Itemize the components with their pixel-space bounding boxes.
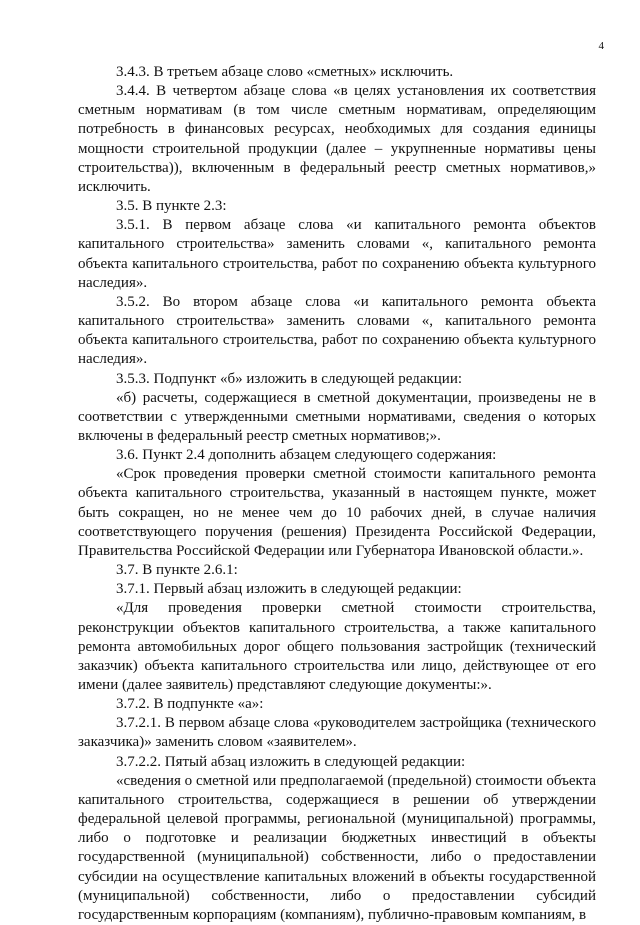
- paragraph-3-7: 3.7. В пункте 2.6.1:: [116, 562, 238, 579]
- document-body: [78, 63, 596, 925]
- paragraph-3-7-2-2: 3.7.2.2. Пятый абзац изложить в следующей редакции:: [116, 753, 466, 770]
- paragraph-3-4-4: 3.4.4. В четвертом абзаце слова «в целях установления их соответствия сметным нормативам (в том числе сметным нормативам, определяющим потребность в финансовых ресурсах, необходимых для создания единицы мощности строительной продукции (далее – укрупненные нормативы цены строительства)), включенным в федеральный реестр сметных нормативов,» исключить.: [78, 83, 596, 195]
- paragraph-quote-srok: «Срок проведения проверки сметной стоимости капитального ремонта объекта капитального строительства, указанный в настоящем пункте, может быть сокращен, но не менее чем до 10 рабочих дней, в случае наличия соответствующего поручения (решения) Президента Российской Федерации, Правительства Российской Федерации или Губернатора Ивановской области.».: [78, 466, 596, 559]
- paragraph-3-7-2: 3.7.2. В подпункте «а»:: [116, 696, 264, 713]
- paragraph-3-4-3: 3.4.3. В третьем абзаце слово «сметных» исключить.: [116, 64, 454, 80]
- paragraph-3-5-2: 3.5.2. Во втором абзаце слова «и капитального ремонта объекта капитального строительства» заменить словами «, капитального ремонта объекта капитального строительства, работ по сохранению объекта культурного наследия».: [78, 293, 596, 368]
- paragraph-3-7-2-1: 3.7.2.1. В первом абзаце слова «руководителем застройщика (технического заказчика)» заменить словом «заявителем».: [78, 715, 596, 751]
- paragraph-3-5-1: 3.5.1. В первом абзаце слова «и капитального ремонта объектов капитального строительства» заменить словами «, капитального ремонта объекта капитального строительства, работ по сохранению объекта культурного наследия».: [78, 217, 596, 291]
- paragraph-3-5: 3.5. В пункте 2.3:: [116, 198, 227, 215]
- paragraph-3-6: 3.6. Пункт 2.4 дополнить абзацем следующего содержания:: [116, 447, 497, 464]
- page-number: 4: [598, 40, 604, 52]
- paragraph-3-5-3: 3.5.3. Подпункт «б» изложить в следующей редакции:: [116, 370, 463, 387]
- paragraph-quote-dlya: «Для проведения проверки сметной стоимости строительства, реконструкции объектов капитального строительства, а также капитального ремонта автомобильных дорог общего пользования застройщик (технический заказчик) объекта капитального строительства или лицо, действующее от его имени (далее заявитель) представляют следующие документы:».: [78, 600, 596, 693]
- paragraph-3-7-1: 3.7.1. Первый абзац изложить в следующей редакции:: [116, 581, 462, 598]
- paragraph-quote-svedeniya: «сведения о сметной или предполагаемой (предельной) стоимости объекта капитального строительства, содержащиеся в решении об утверждении федеральной целевой программы, региональной (муниципальной) программы, либо о подготовке и реализации бюджетных инвестиций в объекты государственной (муниципальной) собственности, либо о предоставлении субсидии на осуществление капитальных вложений в объекты государственной (муниципальной) собственности, либо о предоставлении субсидий государственным корпорациям (компаниям), публично-правовым компаниям, в: [78, 772, 596, 923]
- paragraph-quote-b: «б) расчеты, содержащиеся в сметной документации, произведены не в соответствии с утвержденными сметными нормативами, сведения о которых включены в федеральный реестр сметных нормативов;».: [78, 389, 596, 444]
